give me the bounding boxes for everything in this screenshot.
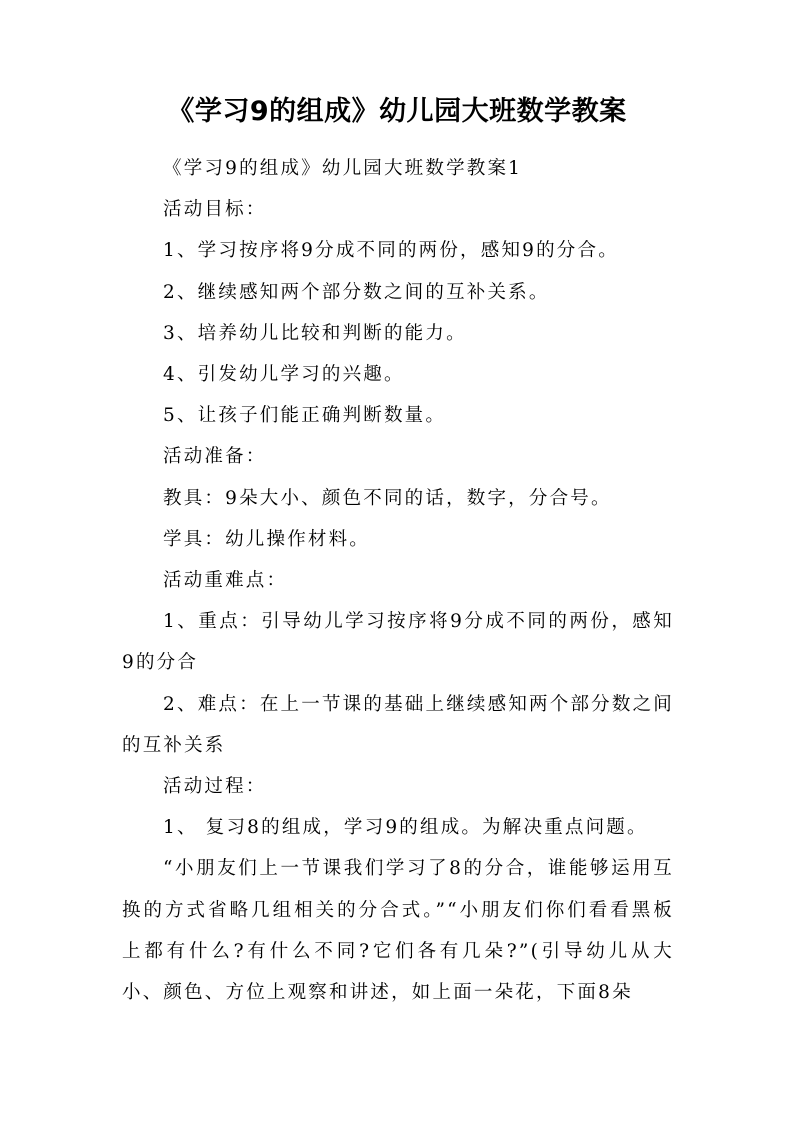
- paragraph: “小朋友们上一节课我们学习了8的分合，谁能够运用互换的方式省略几组相关的分合式。”“小朋友们你们看看黑板上都有什么?有什么不同?它们各有几朵?”(引导幼儿从大小、颜色、方位上观察和讲述，如上面一朵花，下面8朵: [122, 858, 674, 1004]
- paragraph: 活动目标：: [163, 199, 267, 221]
- section-heading: 《学习9的组成》幼儿园大班数学教案1: [163, 158, 523, 179]
- document-title: 《学习9的组成》幼儿园大班数学教案: [167, 96, 627, 127]
- document-body: [122, 148, 674, 1013]
- paragraph: 活动准备：: [163, 446, 267, 468]
- paragraph: 2、难点：在上一节课的基础上继续感知两个部分数之间的互补关系: [122, 693, 674, 756]
- paragraph: 活动重难点：: [163, 570, 288, 592]
- paragraph: 活动过程：: [163, 776, 267, 798]
- paragraph: 5、让孩子们能正确判断数量。: [163, 405, 447, 427]
- paragraph: 1、学习按序将9分成不同的两份，感知9的分合。: [163, 240, 619, 262]
- paragraph: 2、继续感知两个部分数之间的互补关系。: [163, 281, 550, 303]
- paragraph: 1、重点：引导幼儿学习按序将9分成不同的两份，感知9的分合: [122, 611, 674, 674]
- paragraph: 教具：9朵大小、颜色不同的话，数字，分合号。: [163, 487, 612, 509]
- paragraph: 4、引发幼儿学习的兴趣。: [163, 364, 405, 386]
- paragraph: 1、 复习8的组成，学习9的组成。为解决重点问题。: [163, 817, 648, 839]
- paragraph: 学具：幼儿操作材料。: [163, 528, 371, 550]
- paragraph: 3、培养幼儿比较和判断的能力。: [163, 322, 467, 344]
